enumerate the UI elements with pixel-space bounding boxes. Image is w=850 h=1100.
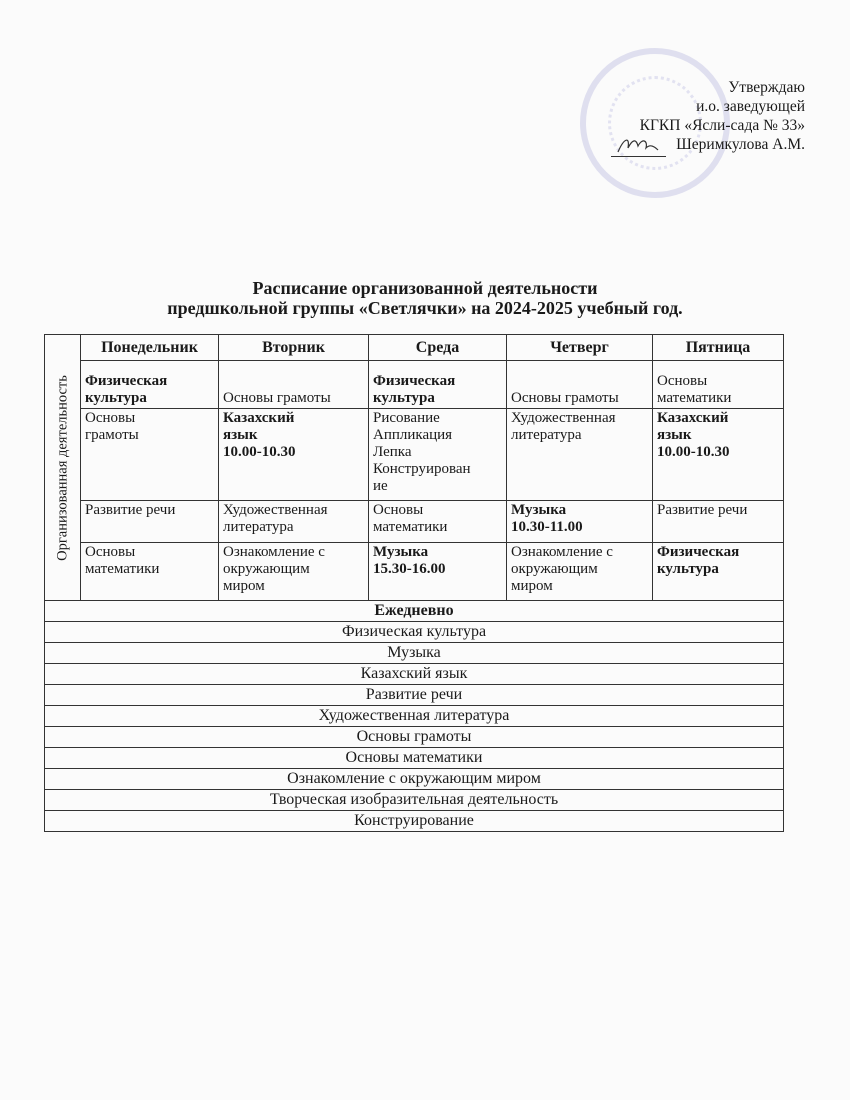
schedule-cell bbox=[653, 543, 784, 601]
daily-row bbox=[45, 706, 784, 727]
cell-text-line: математики bbox=[85, 561, 160, 577]
daily-item: Музыка bbox=[45, 643, 784, 664]
daily-row bbox=[45, 643, 784, 664]
cell-text-line: миром bbox=[223, 578, 265, 594]
cell-text-line: Рисование bbox=[373, 410, 440, 426]
cell-text-line: Развитие речи bbox=[85, 502, 176, 518]
daily-row bbox=[45, 769, 784, 790]
days-header-row bbox=[45, 335, 784, 361]
daily-item: Казахский язык bbox=[45, 664, 784, 685]
daily-item: Развитие речи bbox=[45, 685, 784, 706]
cell-text-line: 10.00-10.30 bbox=[657, 444, 730, 460]
daily-heading: Ежедневно bbox=[45, 601, 784, 622]
cell-text-line: культура bbox=[657, 561, 719, 577]
cell-text-line: Физическая bbox=[373, 373, 456, 389]
schedule-cell bbox=[81, 543, 219, 601]
cell-text-line: язык bbox=[223, 427, 258, 443]
daily-row bbox=[45, 811, 784, 832]
schedule-cell bbox=[653, 409, 784, 501]
schedule-cell bbox=[653, 361, 784, 409]
cell-text-line: Основы грамоты bbox=[511, 390, 619, 406]
schedule-cell bbox=[369, 501, 507, 543]
daily-row bbox=[45, 727, 784, 748]
daily-item: Конструирование bbox=[45, 811, 784, 832]
daily-row bbox=[45, 622, 784, 643]
cell-text-line: Основы bbox=[657, 373, 708, 389]
schedule-row bbox=[45, 543, 784, 601]
cell-text-line: Развитие речи bbox=[657, 502, 748, 518]
approval-line-1: Утверждаю bbox=[728, 79, 805, 96]
title-line-1: Расписание организованной деятельности bbox=[252, 278, 598, 298]
cell-text-line: 10.30-11.00 bbox=[511, 519, 583, 535]
cell-text-line: Музыка bbox=[511, 502, 567, 518]
cell-text-line: Ознакомление с bbox=[223, 544, 325, 560]
cell-text-line: Художественная bbox=[511, 410, 616, 426]
approval-block bbox=[640, 78, 805, 154]
cell-text-line: Лепка bbox=[373, 444, 412, 460]
schedule-row bbox=[45, 409, 784, 501]
cell-text-line: Основы bbox=[85, 410, 136, 426]
daily-row bbox=[45, 685, 784, 706]
cell-text-line: Физическая bbox=[85, 373, 168, 389]
cell-text-line: миром bbox=[511, 578, 553, 594]
cell-text-line: Художественная bbox=[223, 502, 328, 518]
cell-text-line: Ознакомление с bbox=[511, 544, 613, 560]
cell-text-line: литература bbox=[223, 519, 294, 535]
cell-text-line: математики bbox=[373, 519, 448, 535]
schedule-cell bbox=[81, 501, 219, 543]
schedule-cell bbox=[369, 361, 507, 409]
schedule-cell bbox=[219, 543, 369, 601]
cell-text-line: культура bbox=[85, 390, 147, 406]
cell-text-line: Музыка bbox=[373, 544, 429, 560]
cell-text-line: Конструирован bbox=[373, 461, 471, 477]
daily-item: Ознакомление с окружающим миром bbox=[45, 769, 784, 790]
daily-item: Художественная литература bbox=[45, 706, 784, 727]
schedule-row bbox=[45, 361, 784, 409]
daily-item: Основы математики bbox=[45, 748, 784, 769]
schedule-row bbox=[45, 501, 784, 543]
schedule-cell bbox=[81, 409, 219, 501]
cell-text-line: ие bbox=[373, 478, 388, 494]
side-label-cell bbox=[45, 335, 81, 601]
daily-row bbox=[45, 790, 784, 811]
cell-text-line: математики bbox=[657, 390, 732, 406]
day-header-thursday: Четверг bbox=[507, 335, 653, 361]
daily-item: Творческая изобразительная деятельность bbox=[45, 790, 784, 811]
daily-header-row bbox=[45, 601, 784, 622]
approval-line-3: КГКП «Ясли-сада № 33» bbox=[639, 117, 805, 134]
side-label: Организованная деятельность bbox=[54, 374, 70, 561]
schedule-cell bbox=[653, 501, 784, 543]
schedule-cell bbox=[369, 409, 507, 501]
cell-text-line: культура bbox=[373, 390, 435, 406]
page-title bbox=[0, 278, 850, 318]
schedule-cell bbox=[219, 409, 369, 501]
cell-text-line: литература bbox=[511, 427, 582, 443]
cell-text-line: 10.00-10.30 bbox=[223, 444, 296, 460]
schedule-cell bbox=[219, 361, 369, 409]
daily-row bbox=[45, 748, 784, 769]
cell-text-line: Физическая bbox=[657, 544, 740, 560]
cell-text-line: Основы bbox=[373, 502, 424, 518]
cell-text-line: грамоты bbox=[85, 427, 139, 443]
daily-item: Физическая культура bbox=[45, 622, 784, 643]
schedule-cell bbox=[507, 361, 653, 409]
schedule-cell bbox=[81, 361, 219, 409]
cell-text-line: язык bbox=[657, 427, 692, 443]
approval-line-4: Шеримкулова А.М. bbox=[676, 136, 805, 153]
schedule-cell bbox=[507, 501, 653, 543]
schedule-cell bbox=[369, 543, 507, 601]
approval-line-2: и.о. заведующей bbox=[696, 98, 805, 115]
cell-text-line: Аппликация bbox=[373, 427, 453, 443]
schedule-table bbox=[44, 334, 784, 832]
cell-text-line: окружающим bbox=[223, 561, 310, 577]
day-header-friday: Пятница bbox=[653, 335, 784, 361]
schedule-cell bbox=[507, 409, 653, 501]
cell-text-line: окружающим bbox=[511, 561, 598, 577]
day-header-tuesday: Вторник bbox=[219, 335, 369, 361]
day-header-monday: Понедельник bbox=[81, 335, 219, 361]
cell-text-line: Казахский bbox=[223, 410, 295, 426]
cell-text-line: Основы bbox=[85, 544, 136, 560]
cell-text-line: Основы грамоты bbox=[223, 390, 331, 406]
cell-text-line: 15.30-16.00 bbox=[373, 561, 446, 577]
cell-text-line: Казахский bbox=[657, 410, 729, 426]
daily-item: Основы грамоты bbox=[45, 727, 784, 748]
title-line-2: предшкольной группы «Светлячки» на 2024-2025 учебный год. bbox=[167, 298, 683, 318]
schedule-cell bbox=[219, 501, 369, 543]
day-header-wednesday: Среда bbox=[369, 335, 507, 361]
daily-row bbox=[45, 664, 784, 685]
schedule-cell bbox=[507, 543, 653, 601]
